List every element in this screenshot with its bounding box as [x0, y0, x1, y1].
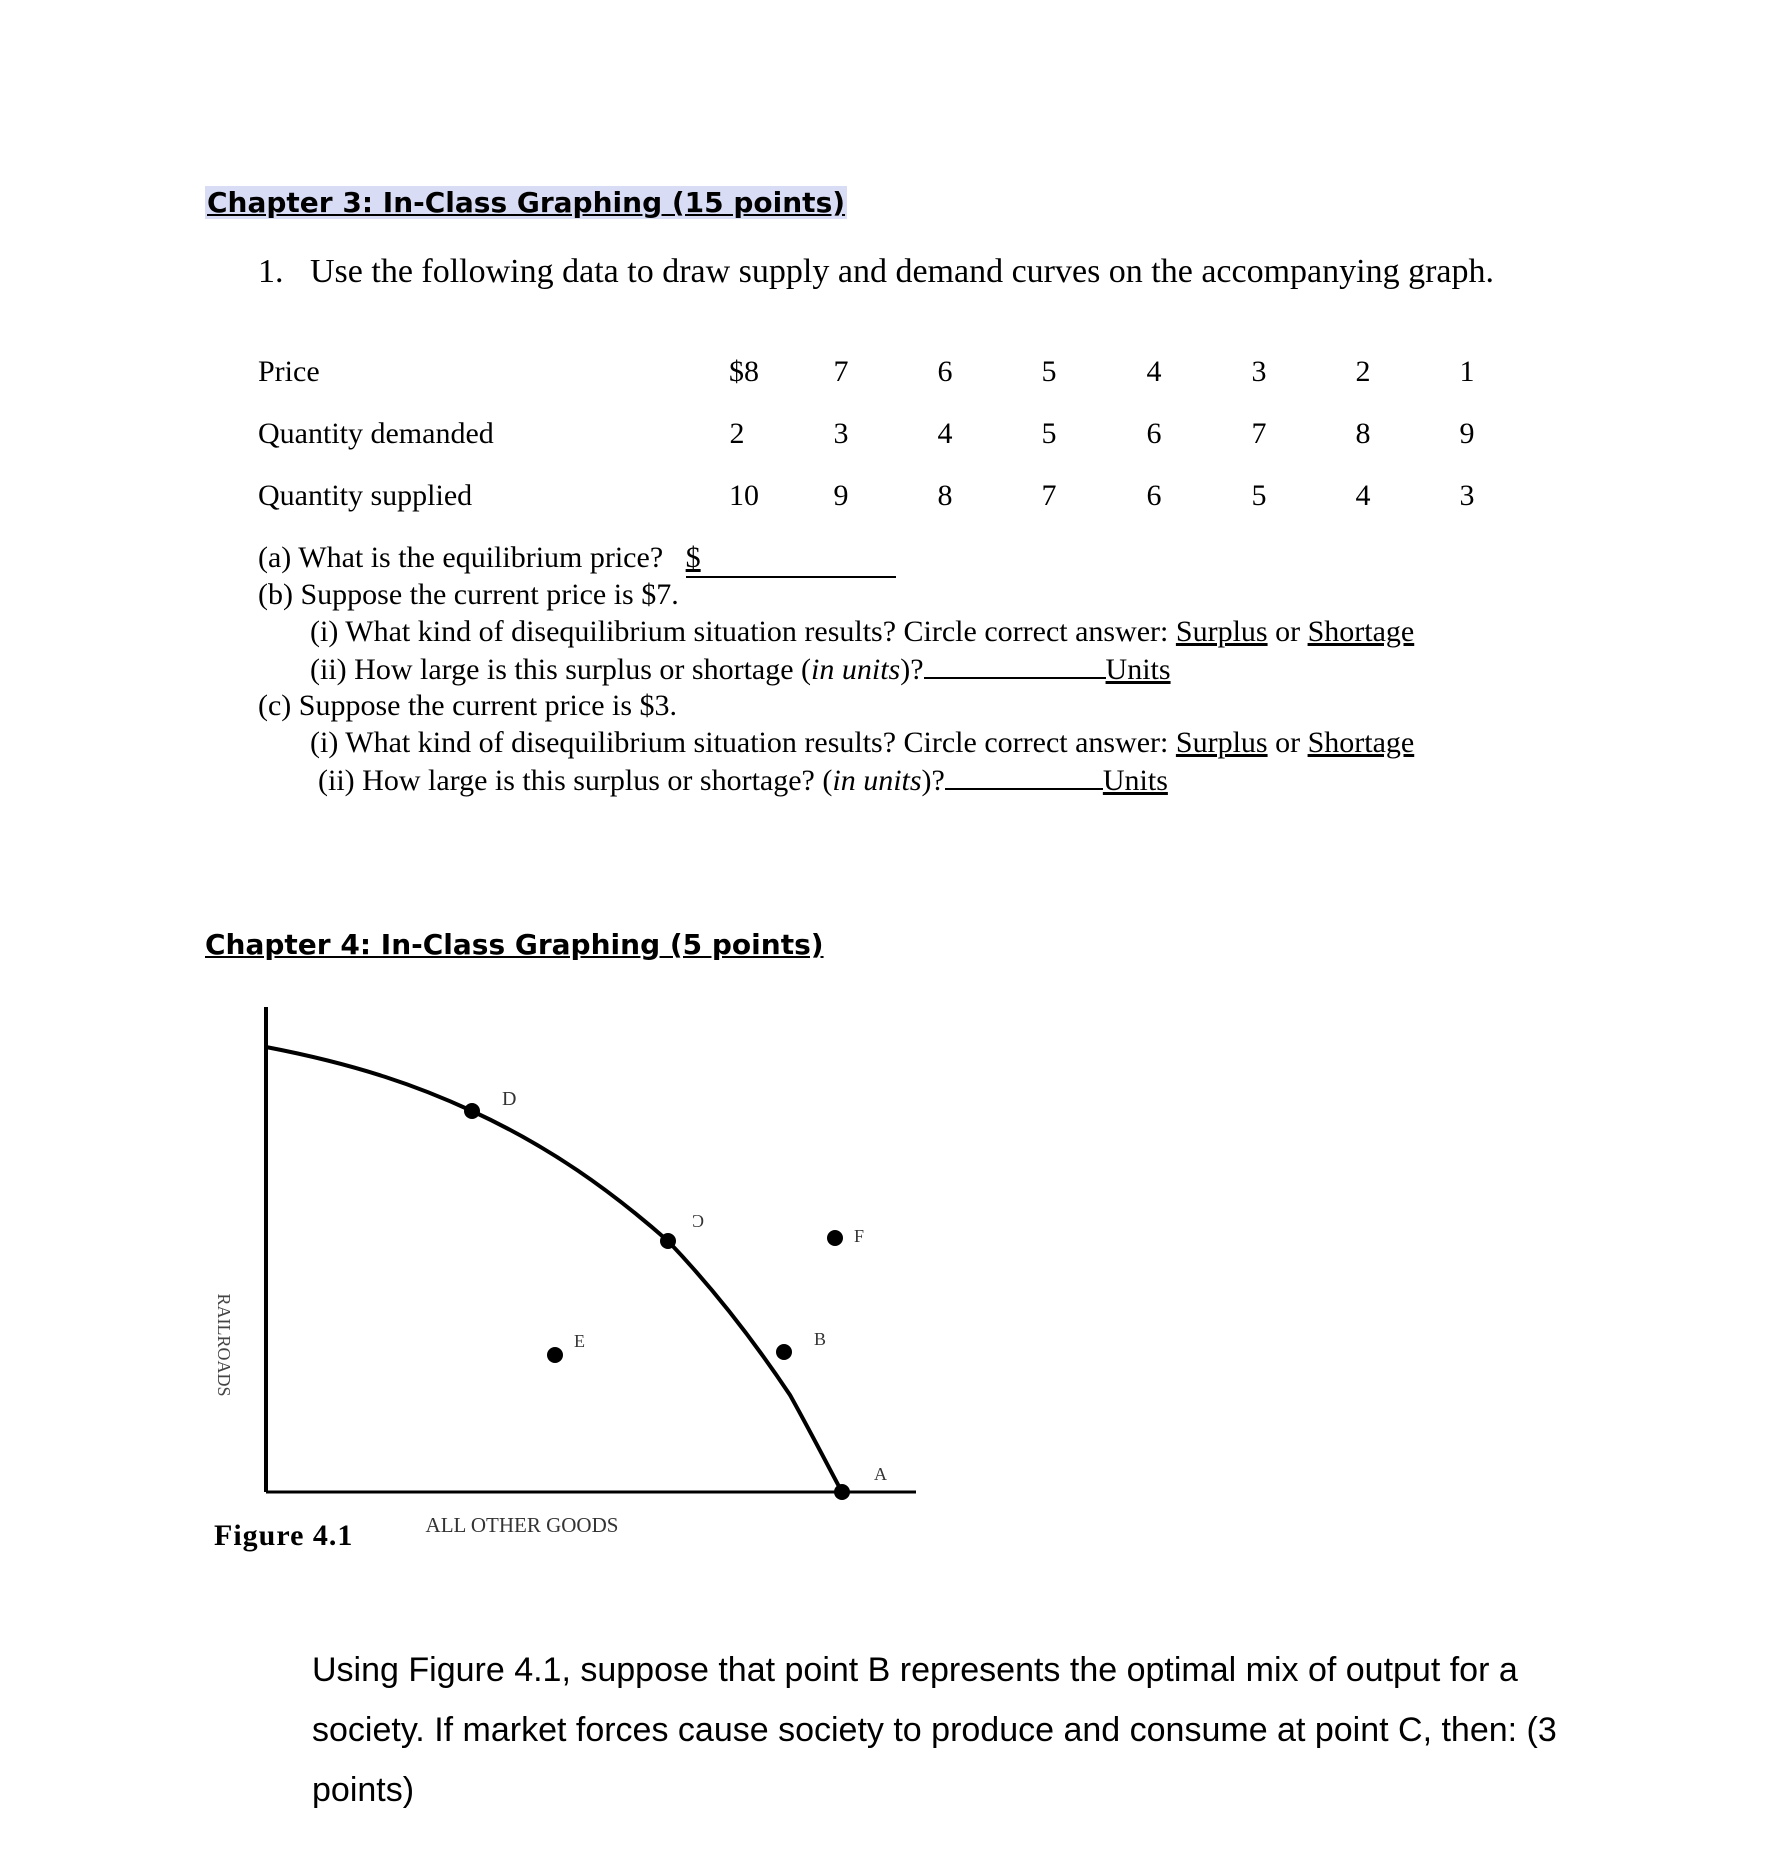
table-cell: 7 — [1251, 417, 1267, 450]
point-d — [464, 1103, 480, 1119]
question-c-ii-italic: in units — [832, 764, 922, 797]
chapter3-heading: Chapter 3: In-Class Graphing (15 points) — [207, 186, 846, 219]
answer-c-ii-blank[interactable] — [945, 762, 1103, 790]
table-cell: 8 — [1355, 417, 1371, 450]
table-cell: 3 — [833, 417, 849, 450]
table-cell: 4 — [1146, 355, 1162, 388]
point-d-label: D — [502, 1088, 517, 1110]
question-a — [258, 540, 896, 578]
or-text: or — [1275, 726, 1301, 759]
question-c-i — [310, 725, 1414, 761]
question-b: (b) Suppose the current price is $7. — [258, 578, 679, 611]
question-c-ii — [318, 762, 1168, 799]
row-label-price: Price — [258, 355, 320, 388]
table-cell: 3 — [1459, 479, 1475, 512]
table-cell: 5 — [1041, 355, 1057, 388]
question-b-ii — [310, 651, 1171, 688]
dollar-sign: $ — [685, 541, 701, 574]
question-b-i — [310, 614, 1414, 650]
question-c: (c) Suppose the current price is $3. — [258, 689, 678, 722]
table-cell: 10 — [729, 479, 759, 512]
units-label: Units — [1102, 764, 1168, 797]
or-text: or — [1275, 615, 1301, 648]
table-cell: 6 — [1146, 479, 1162, 512]
table-cell: 1 — [1459, 355, 1475, 388]
point-c-label: C — [691, 1211, 704, 1231]
question-b-ii-italic: in units — [811, 653, 901, 686]
question-1-number: 1. — [258, 253, 284, 290]
surplus-option[interactable]: Surplus — [1175, 615, 1268, 648]
table-cell: 7 — [1041, 479, 1057, 512]
question-c-i-text: (i) What kind of disequilibrium situation results? Circle correct answer: — [310, 726, 1169, 759]
table-cell: 2 — [1355, 355, 1371, 388]
question-b-i-text: (i) What kind of disequilibrium situation results? Circle correct answer: — [310, 615, 1169, 648]
question-b-ii-post: )? — [900, 653, 924, 686]
y-axis-label: RAILROADS — [214, 1293, 234, 1397]
table-cell: 4 — [1355, 479, 1371, 512]
question-c-ii-post: )? — [921, 764, 945, 797]
surplus-option[interactable]: Surplus — [1175, 726, 1268, 759]
ppc-figure — [190, 995, 930, 1535]
row-label-quantity-demanded: Quantity demanded — [258, 417, 494, 450]
table-cell: 9 — [1459, 417, 1475, 450]
point-f-label: F — [854, 1226, 865, 1246]
question-a-text: (a) What is the equilibrium price? — [258, 541, 664, 574]
shortage-option[interactable]: Shortage — [1307, 615, 1415, 648]
figure-caption: Figure 4.1 — [214, 1519, 354, 1552]
table-cell: 9 — [833, 479, 849, 512]
shortage-option[interactable]: Shortage — [1307, 726, 1415, 759]
table-cell: 6 — [1146, 417, 1162, 450]
question-1 — [258, 253, 1494, 291]
table-cell: 4 — [937, 417, 953, 450]
question-c-ii-pre: (ii) How large is this surplus or shortage? ( — [318, 764, 833, 797]
figure-question: Using Figure 4.1, suppose that point B represents the optimal mix of output for a society. If market forces cause society to produce and consume at point C, then: (3 points) — [312, 1651, 1557, 1809]
point-a-label: A — [874, 1464, 887, 1484]
table-cell: 5 — [1251, 479, 1267, 512]
question-1-text: Use the following data to draw supply and demand curves on the accompanying graph. — [310, 253, 1495, 290]
table-cell: 2 — [729, 417, 745, 450]
row-label-quantity-supplied: Quantity supplied — [258, 479, 473, 512]
point-c — [660, 1233, 676, 1249]
answer-b-ii-blank[interactable] — [924, 651, 1106, 679]
question-b-ii-pre: (ii) How large is this surplus or shortage ( — [310, 653, 812, 686]
table-cell: 6 — [937, 355, 953, 388]
point-a — [834, 1484, 850, 1500]
x-axis-label: ALL OTHER GOODS — [425, 1513, 619, 1535]
table-cell: $8 — [729, 355, 759, 388]
point-f — [827, 1230, 843, 1246]
answer-a-blank[interactable] — [686, 540, 896, 578]
ppc-curve — [266, 1047, 842, 1492]
chapter4-heading: Chapter 4: In-Class Graphing (5 points) — [205, 928, 824, 961]
table-cell: 8 — [937, 479, 953, 512]
units-label: Units — [1105, 653, 1171, 686]
table-cell: 5 — [1041, 417, 1057, 450]
point-b-label: B — [814, 1329, 827, 1349]
point-e-label: E — [574, 1331, 585, 1351]
table-cell: 3 — [1251, 355, 1267, 388]
table-cell: 7 — [833, 355, 849, 388]
point-b — [776, 1344, 792, 1360]
point-e — [547, 1347, 563, 1363]
